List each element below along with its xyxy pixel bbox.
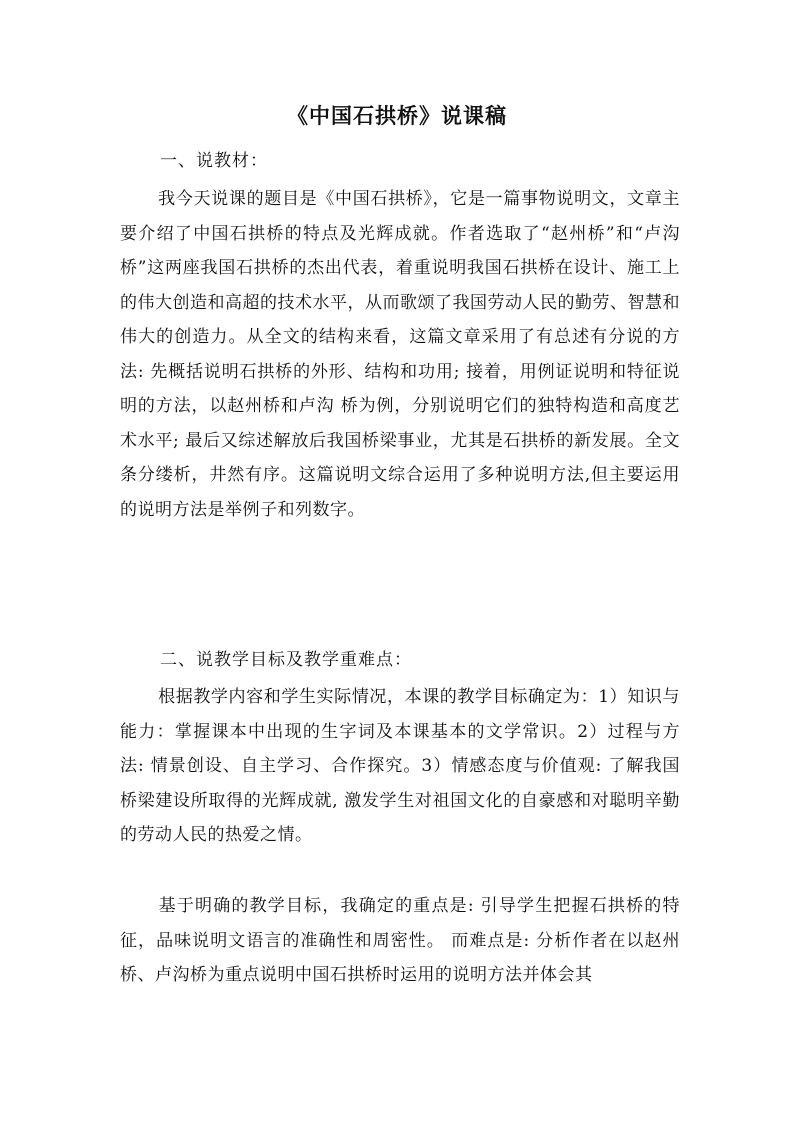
paragraph-key-difficult-points	[120, 889, 680, 993]
paragraph-textbook-analysis	[120, 182, 680, 527]
paragraph-text: 基于明确的教学目标，我确定的重点是: 引导学生把握石拱桥的特征，品味说明文语言的准确性和周密性。 而难点是: 分析作者在以赵州桥、卢沟桥为重点说明中国石拱桥时运用的说明方法并体会其	[120, 896, 680, 985]
section-heading-objectives: 二、说教学目标及教学重难点：	[160, 650, 412, 670]
document-title: 《中国石拱桥》说课稿	[287, 103, 507, 128]
section-heading-textbook: 一、说教材：	[160, 151, 268, 171]
paragraph-text: 我今天说课的题目是《中国石拱桥》，它是一篇事物说明文，文章主要介绍了中国石拱桥的特点及光辉成就。作者选取了“赵州桥”和“卢沟桥”这两座我国石拱桥的杰出代表，着重说明我国石拱桥在设计、施工上的伟大创造和高超的技术水平，从而歌颂了我国劳动人民的勤劳、智慧和伟大的创造力。从全文的结构来看，这篇文章采用了有总述有分说的方法: 先概括说明石拱桥的外形、结构和功用; 接着，用例证说明和特征说明的方法，以赵州桥和卢沟 桥为例，分别说明它们的独特构造和高度艺术水平; 最后又综述解放后我国桥梁事业，尤其是石拱桥的新发展。全文条分缕析，井然有序。这篇说明文综合运用了多种说明方法,但主要运用的说明方法是举例子和列数字。	[120, 189, 680, 520]
paragraph-teaching-objectives	[120, 680, 680, 853]
paragraph-text: 根据教学内容和学生实际情况，本课的教学目标确定为：1）知识与能力：掌握课本中出现的生字词及本课基本的文学常识。2）过程与方法: 情景创设、自主学习、合作探究。3）情感态度与价值观: 了解我国桥梁建设所取得的光辉成就, 激发学生对祖国文化的自豪感和对聪明辛勤的劳动人民的热爱之情。	[120, 687, 680, 845]
